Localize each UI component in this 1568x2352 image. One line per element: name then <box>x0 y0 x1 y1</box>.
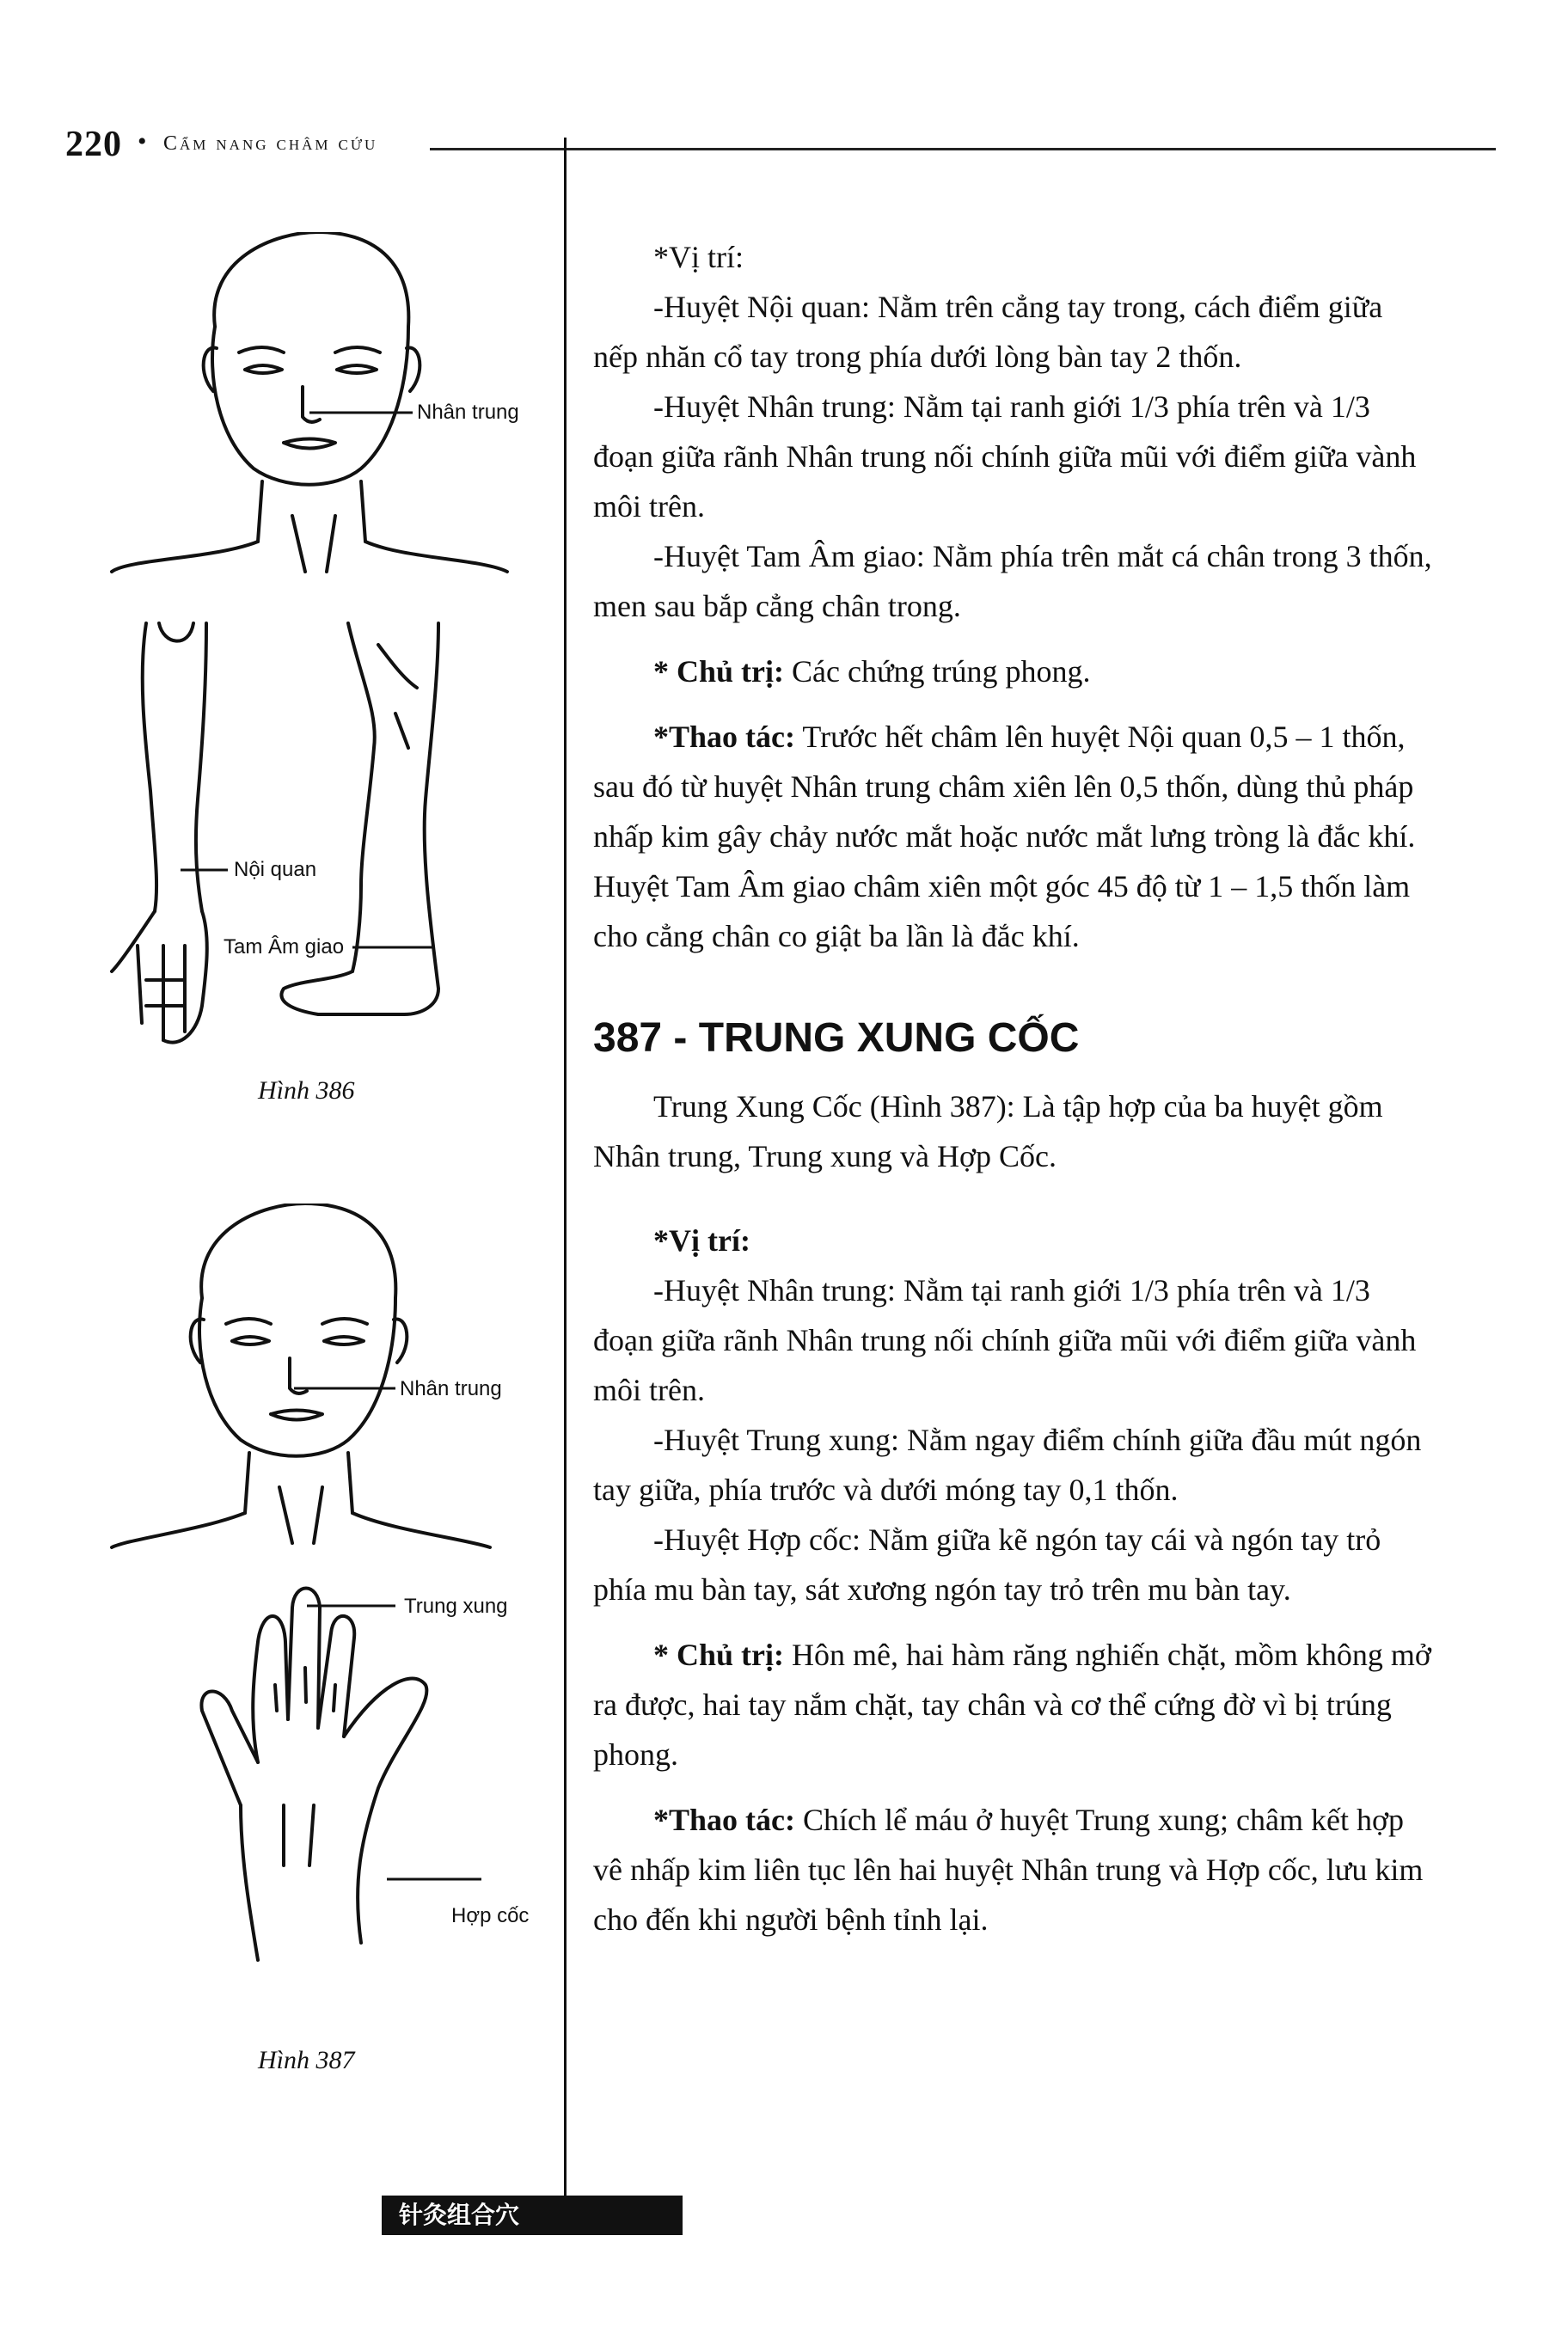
thao-tac-text-2: Chích lể máu ở huyệt Trung xung; châm kết hợp vê nhấp kim liên tục lên hai huyệt Nhân trung và Hợp cốc, lưu kim cho đến khi người bệnh tỉnh lại. <box>593 1803 1424 1937</box>
paragraph-noi-quan: -Huyệt Nội quan: Nằm trên cẳng tay trong, cách điểm giữa nếp nhăn cổ tay trong phía dưới lòng bàn tay 2 thốn. <box>593 290 1383 374</box>
paragraph-hop-coc: -Huyệt Hợp cốc: Nằm giữa kẽ ngón tay cái và ngón tay trỏ phía mu bàn tay, sát xương ngón tay trỏ trên mu bàn tay. <box>593 1522 1381 1607</box>
figure-386 <box>77 232 559 1105</box>
figure-387 <box>103 1204 559 2089</box>
header-rule <box>430 148 1496 150</box>
page-number: 220 <box>65 125 122 164</box>
label-nhan-trung-1: Nhân trung <box>417 401 519 424</box>
paragraph-tam-am-giao: -Huyệt Tam Âm giao: Nằm phía trên mắt cá chân trong 3 thốn, men sau bắp cẳng chân trong. <box>593 539 1432 623</box>
label-noi-quan: Nội quan <box>234 858 317 881</box>
header-bullet: • <box>138 127 147 156</box>
page-header <box>60 120 1436 163</box>
column-divider <box>564 138 567 2218</box>
vi-tri-label-2-text: *Vị trí: <box>653 1223 750 1258</box>
label-tam-am-giao: Tam Âm giao <box>224 935 345 959</box>
label-trung-xung: Trung xung <box>404 1595 508 1618</box>
label-nhan-trung-2: Nhân trung <box>400 1377 502 1400</box>
chu-tri-text-1: Các chứng trúng phong. <box>784 654 1091 689</box>
thao-tac-label-1: *Thao tác: <box>653 720 795 754</box>
chu-tri-label-1: * Chủ trị: <box>653 654 784 689</box>
paragraph-chu-tri-1 <box>593 646 1434 696</box>
paragraph-intro-387: Trung Xung Cốc (Hình 387): Là tập hợp của ba huyệt gồm Nhân trung, Trung xung và Hợp Cốc. <box>593 1089 1383 1173</box>
thao-tac-label-2: *Thao tác: <box>653 1803 795 1837</box>
vi-tri-label-1: *Vị trí: <box>653 240 744 274</box>
paragraph-thao-tac-1 <box>593 712 1434 961</box>
label-hop-coc: Hợp cốc <box>451 1904 530 1927</box>
section-heading-387: 387 - TRUNG XUNG CỐC <box>593 1015 1080 1061</box>
figure-386-caption: Hình 386 <box>258 1076 355 1105</box>
paragraph-nhan-trung-2: -Huyệt Nhân trung: Nằm tại ranh giới 1/3 phía trên và 1/3 đoạn giữa rãnh Nhân trung nối chính giữa mũi với điểm giữa vành môi trên. <box>593 1273 1417 1407</box>
figure-387-caption: Hình 387 <box>258 2046 355 2074</box>
chu-tri-text-2: Hôn mê, hai hàm răng nghiến chặt, mồm không mở ra được, hai tay nắm chặt, tay chân và cơ thể cứng đờ vì bị trúng phong. <box>593 1638 1431 1772</box>
thao-tac-text-1: Trước hết châm lên huyệt Nội quan 0,5 – 1 thốn, sau đó từ huyệt Nhân trung châm xiên lên 0,5 thốn, dùng thủ pháp nhấp kim gây chảy nước mắt hoặc nước mắt lưng tròng là đắc khí. Huyệt Tam Âm giao châm xiên một góc 45 độ từ 1 – 1,5 thốn làm cho cẳng chân co giật ba lần là đắc khí. <box>593 720 1416 953</box>
text-column <box>593 232 1434 1945</box>
figure-386-leaders <box>77 232 559 1057</box>
paragraph-nhan-trung-1: -Huyệt Nhân trung: Nằm tại ranh giới 1/3 phía trên và 1/3 đoạn giữa rãnh Nhân trung nối chính giữa mũi với điểm giữa vành môi trên. <box>593 389 1417 524</box>
chu-tri-label-2: * Chủ trị: <box>653 1638 784 1672</box>
vi-tri-label-2 <box>593 1216 1434 1265</box>
paragraph-trung-xung: -Huyệt Trung xung: Nằm ngay điểm chính giữa đầu mút ngón tay giữa, phía trước và dưới móng tay 0,1 thốn. <box>593 1423 1422 1507</box>
paragraph-thao-tac-2 <box>593 1795 1434 1945</box>
book-title: Cẩm nang châm cứu <box>163 132 378 155</box>
footer-banner: 针灸组合穴 <box>382 2196 683 2235</box>
paragraph-chu-tri-2 <box>593 1630 1434 1779</box>
